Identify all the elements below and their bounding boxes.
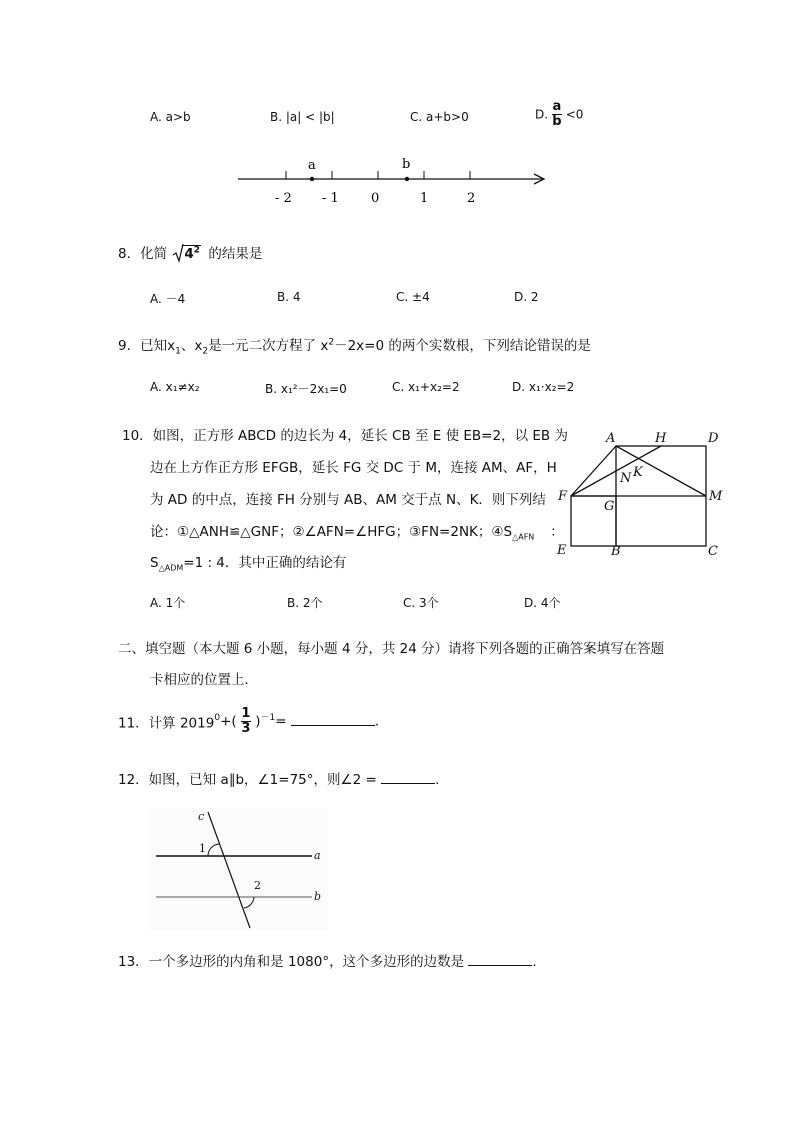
- q10-line5-sub: △ADM: [158, 563, 184, 573]
- q9-option-b: B. x₁²－2x₁=0: [265, 382, 347, 396]
- q9-stem-post: －2x=0 的两个实数根，下列结论错误的是: [334, 338, 591, 354]
- q11-stem: [118, 708, 379, 735]
- label-B: B: [611, 544, 621, 559]
- q12-end: .: [435, 772, 440, 788]
- q10-line5: [150, 551, 346, 573]
- q9-stem-mid1: 、x: [180, 338, 203, 354]
- q13-end: .: [532, 954, 537, 970]
- q9-stem-mid2: 是一元二次方程了 x: [208, 338, 329, 354]
- q10-line5-post: =1 : 4．其中正确的结论有: [183, 555, 347, 571]
- q9-option-a: A. x₁≠x₂: [150, 380, 200, 394]
- q9-option-c: C. x₁+x₂=2: [392, 380, 460, 394]
- tick-label-0: 0: [371, 191, 380, 206]
- label-a: a: [308, 158, 316, 173]
- label-line-b: b: [314, 890, 322, 903]
- q12-stem: [118, 768, 439, 788]
- label-F: F: [558, 489, 568, 504]
- label-D: D: [708, 431, 719, 446]
- q13-stem: [118, 950, 537, 970]
- q11-sup-neg: －1: [260, 713, 276, 723]
- q11-close-paren: ): [255, 713, 261, 730]
- label-H: H: [655, 431, 667, 446]
- q11-stem-pre: 11．计算 2019: [118, 715, 215, 732]
- q10-line3: 为 AD 的中点，连接 FH 分别与 AB、AM 交于点 N、K．则下列结: [150, 492, 546, 508]
- q7-option-d-denominator: b: [552, 114, 562, 129]
- q8-exponent: 2: [193, 245, 201, 256]
- square-geometry-figure: [552, 426, 732, 560]
- tick-label-neg2: - 2: [275, 191, 292, 206]
- label-line-a: a: [314, 849, 321, 862]
- q10-option-c: C. 3个: [403, 596, 439, 610]
- q12-answer-blank[interactable]: [381, 783, 435, 784]
- tick-label-2: 2: [467, 191, 476, 206]
- q11-frac-denominator: 3: [241, 721, 251, 736]
- q10-option-d: D. 4个: [524, 596, 561, 610]
- q13-stem-text: 13．一个多边形的内角和是 1080°，这个多边形的边数是: [118, 954, 465, 970]
- q11-plus-paren: +(: [220, 713, 237, 730]
- q7-option-d-tail: <0: [565, 107, 584, 122]
- q8-option-c: C. ±4: [396, 290, 430, 304]
- tick-label-neg1: - 1: [322, 191, 339, 206]
- q7-option-d-numerator: a: [552, 99, 562, 114]
- label-angle-1: 1: [199, 842, 206, 855]
- q8-stem-pre: 8．化简: [118, 246, 168, 262]
- section2-heading-line1: 二、填空题（本大题 6 小题，每小题 4 分，共 24 分）请将下列各题的正确答案填写在答题: [118, 641, 665, 657]
- q11-fraction: [241, 708, 251, 735]
- label-K: K: [633, 465, 643, 480]
- label-N: N: [620, 471, 632, 486]
- label-angle-2: 2: [254, 879, 261, 892]
- q8-radicand: 4: [184, 246, 194, 262]
- q8-option-b: B. 4: [277, 290, 301, 304]
- q11-eq: =: [275, 713, 287, 730]
- q11-sup0: 0: [214, 713, 221, 723]
- q9-option-d: D. x₁·x₂=2: [512, 380, 575, 394]
- q13-answer-blank[interactable]: [468, 965, 532, 966]
- q7-option-d-label: D.: [535, 107, 549, 122]
- q8-option-a: A. －4: [150, 292, 186, 306]
- segment-af: [571, 446, 616, 496]
- label-b: b: [402, 157, 411, 172]
- q10-option-b: B. 2个: [287, 596, 323, 610]
- q7-option-b: B. |a| < |b|: [270, 110, 335, 124]
- q10-line1: 10．如图，正方形 ABCD 的边长为 4，延长 CB 至 E 使 EB=2，以 EB 为: [122, 428, 568, 444]
- tick-label-1: 1: [420, 191, 429, 206]
- q10-line4: [150, 520, 564, 542]
- q7-option-d: [535, 101, 583, 128]
- q10-line2: 边在上方作正方形 EFGB，延长 FG 交 DC 于 M，连接 AM、AF，H: [150, 460, 557, 476]
- q7-option-d-fraction: [552, 101, 562, 128]
- point-a: [310, 177, 314, 181]
- q11-frac-numerator: 1: [241, 706, 251, 721]
- q9-stem: [118, 334, 591, 357]
- q7-option-c: C. a+b>0: [410, 110, 469, 124]
- q10-line4-tail: ：: [550, 524, 564, 540]
- q8-stem-post: 的结果是: [208, 246, 263, 262]
- label-C: C: [708, 544, 718, 559]
- sqrt-icon: [172, 243, 184, 263]
- q10-option-a: A. 1个: [150, 596, 186, 610]
- parallel-lines-figure: [148, 808, 328, 930]
- q9-stem-pre: 9．已知x: [118, 338, 176, 354]
- label-c: c: [198, 810, 205, 823]
- section2-heading-line2: 卡相应的位置上．: [150, 672, 258, 688]
- q7-option-a: A. a>b: [150, 110, 191, 124]
- q10-line4-text: 论：①△ANH≌△GNF；②∠AFN=∠HFG；③FN=2NK；④S: [150, 524, 513, 540]
- q9-sub1: 1: [175, 346, 181, 357]
- q8-stem: [118, 242, 262, 262]
- label-M: M: [709, 489, 723, 504]
- q8-option-d: D. 2: [514, 290, 539, 304]
- q11-end: .: [374, 713, 380, 730]
- number-line-figure: [230, 150, 560, 210]
- q9-sub2: 2: [202, 346, 209, 357]
- q10-line5-pre: S: [150, 555, 159, 571]
- label-G: G: [604, 499, 615, 514]
- label-E: E: [557, 543, 567, 558]
- point-b: [405, 177, 409, 181]
- q10-line4-sub: △AFN: [512, 532, 535, 542]
- q9-sup: 2: [328, 337, 335, 348]
- q8-sqrt: [174, 246, 201, 263]
- q11-answer-blank[interactable]: [291, 725, 375, 726]
- q12-stem-text: 12．如图，已知 a∥b，∠1=75°，则∠2 =: [118, 772, 377, 788]
- label-A: A: [606, 431, 616, 446]
